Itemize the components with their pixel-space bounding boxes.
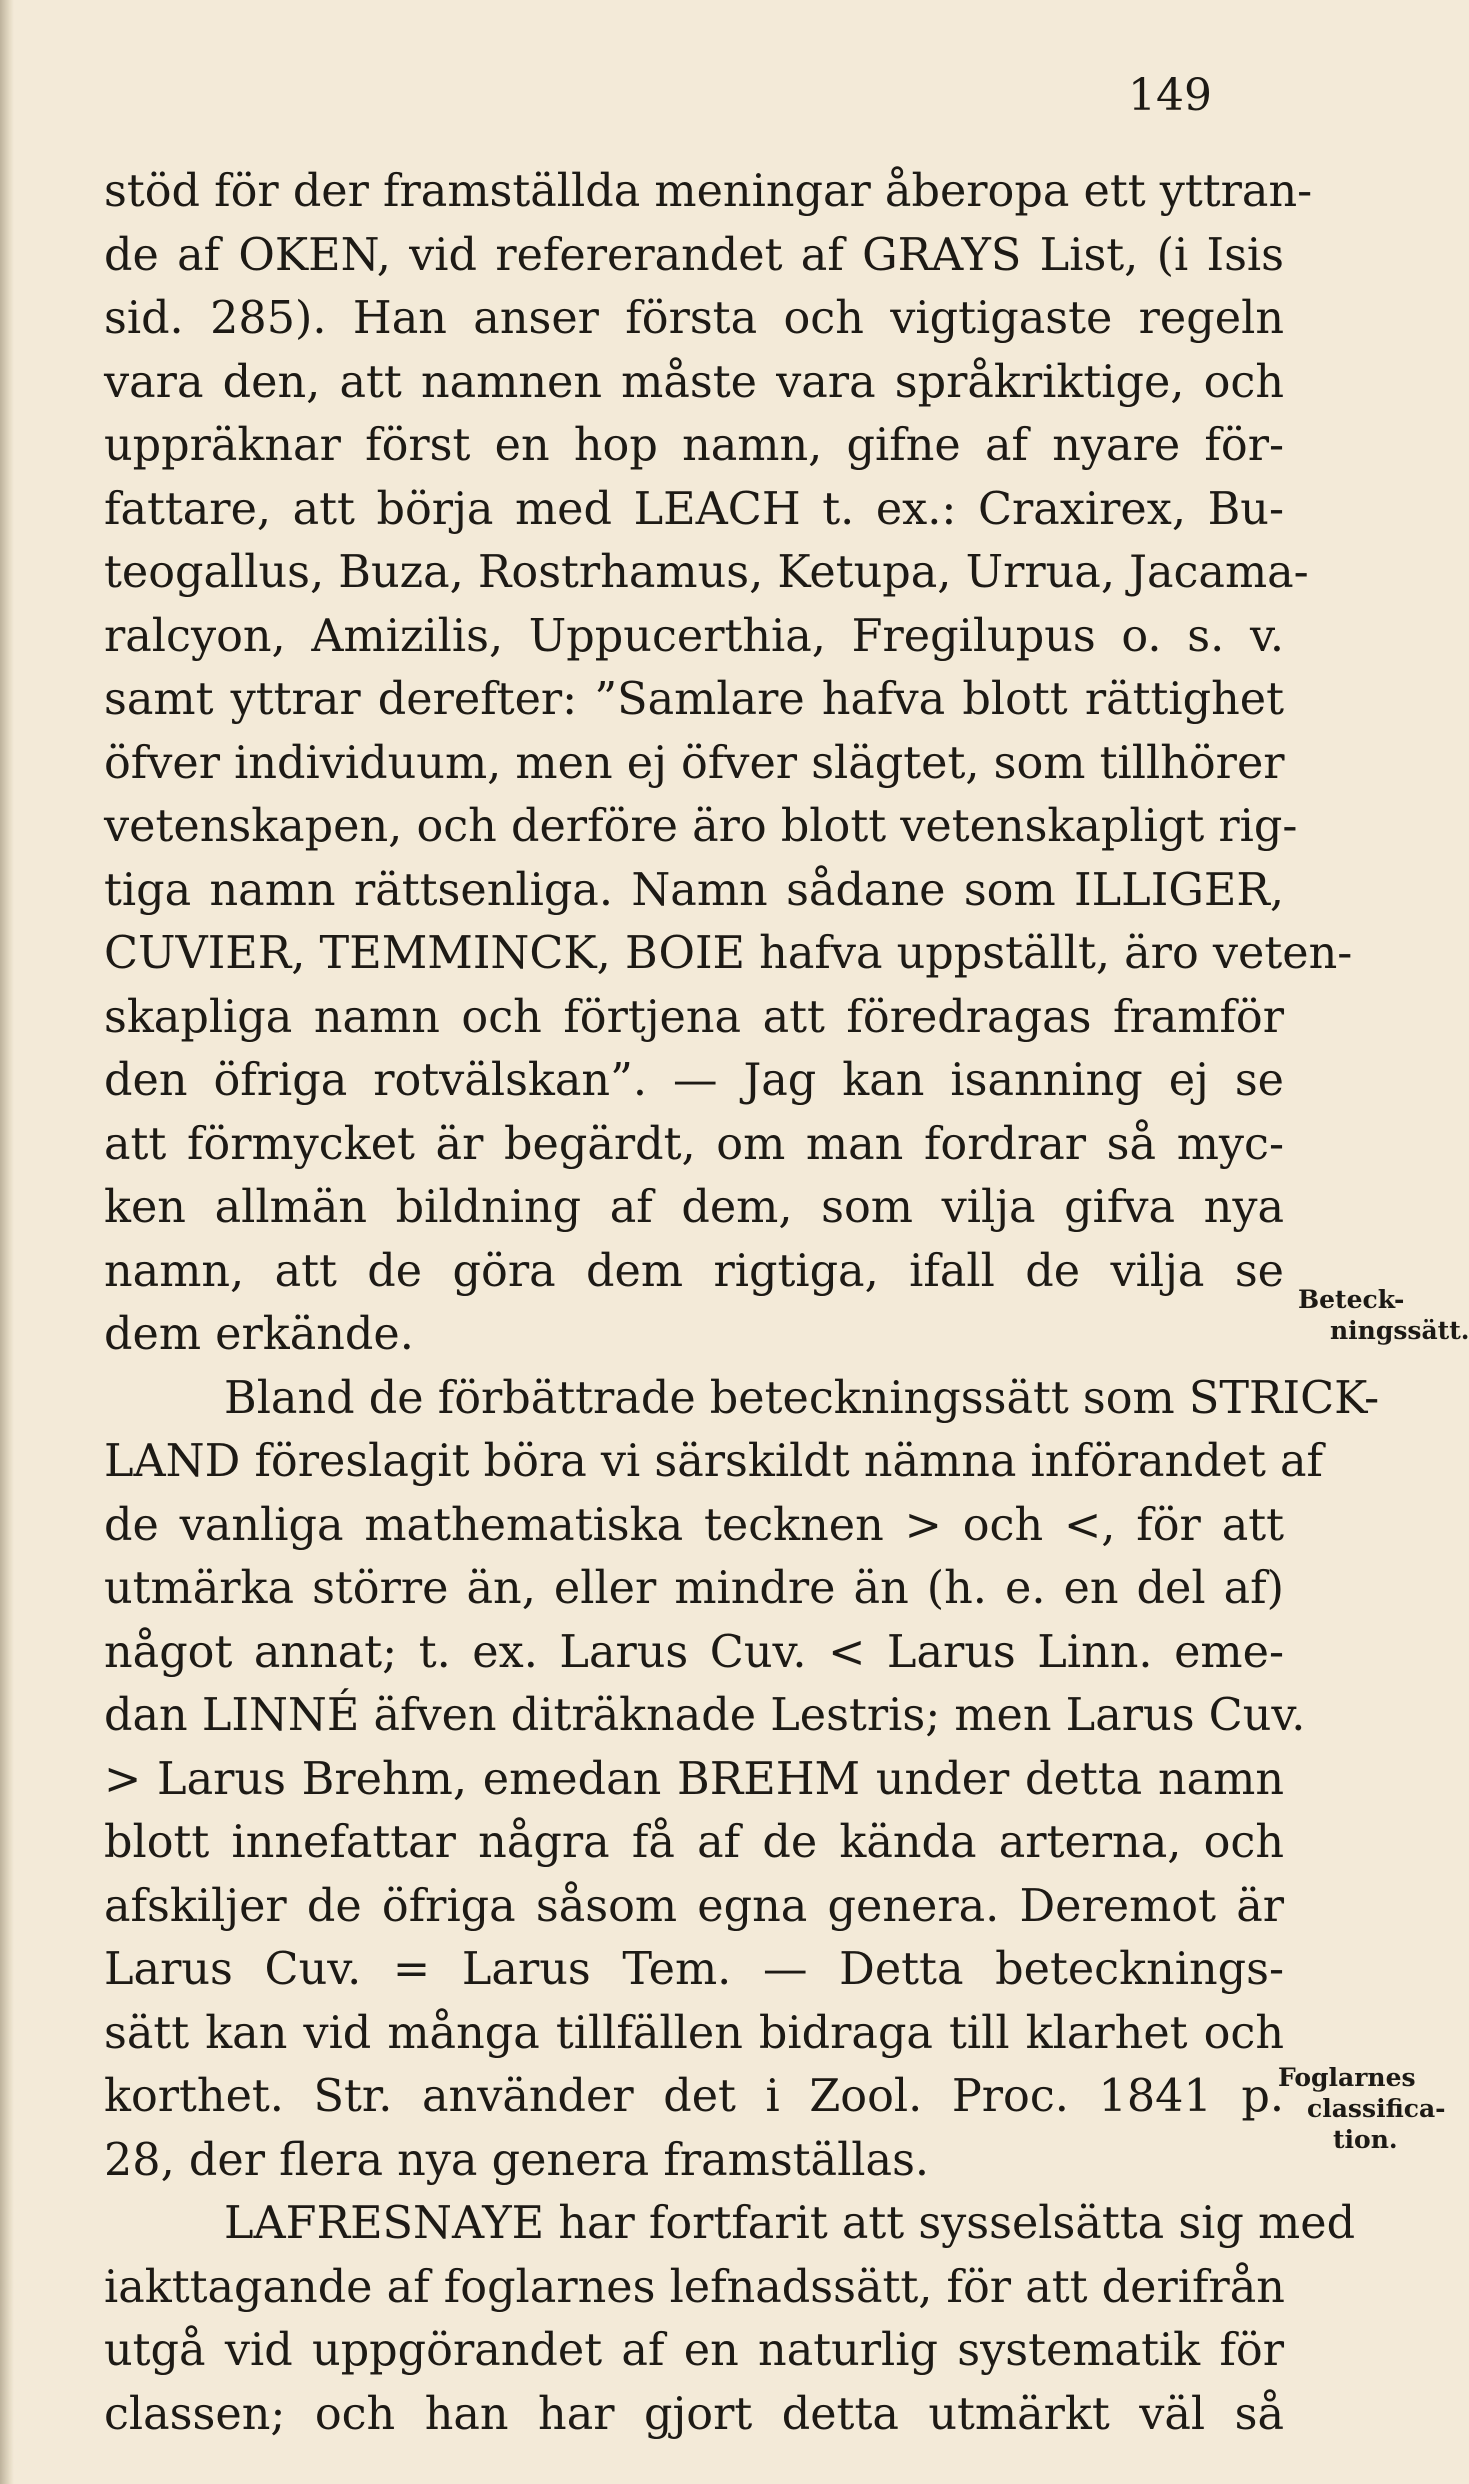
text-line: namn, att de göra dem rigtiga, ifall de vilja se	[104, 1245, 1284, 1297]
text-line: 28, der flera nya genera framställas.	[104, 2134, 930, 2186]
text-line: utgå vid uppgörandet af en naturlig systematik för	[104, 2325, 1284, 2376]
text-line: dem erkände.	[104, 1309, 414, 1360]
text-line: blott innefattar några få af de kända arterna, och	[104, 1817, 1284, 1868]
margin-note-foglarnes: Foglarnes	[1278, 2063, 1416, 2092]
text-line: CUVIER, TEMMINCK, BOIE hafva uppställt, äro veten-	[104, 928, 1353, 979]
text-line: iakttagande af foglarnes lefnadssätt, för att derifrån	[104, 2261, 1285, 2313]
text-line: utmärka större än, eller mindre än (h. e. en del af)	[104, 1563, 1284, 1614]
page-number: 149	[1128, 70, 1212, 121]
text-line: Bland de förbättrade beteckningssätt som STRICK-	[224, 1372, 1380, 1424]
text-line: ralcyon, Amizilis, Uppucerthia, Fregilupus o. s. v.	[104, 610, 1284, 662]
text-line: skapliga namn och förtjena att föredragas framför	[104, 991, 1284, 1043]
text-line: den öfriga rotvälskan”. — Jag kan isanning ej se	[104, 1055, 1284, 1106]
text-line: Larus Cuv. = Larus Tem. — Detta betecknings-	[104, 1944, 1284, 1995]
text-line: sid. 285). Han anser första och vigtigaste regeln	[104, 293, 1284, 344]
text-line: öfver individuum, men ej öfver slägtet, som tillhörer	[104, 737, 1285, 789]
margin-note-beteckning: ningssätt.	[1330, 1316, 1469, 1345]
text-line: sätt kan vid många tillfällen bidraga till klarhet och	[104, 2007, 1284, 2059]
text-line: samt yttrar derefter: ”Samlare hafva blott rättighet	[104, 674, 1284, 725]
margin-note-foglarnes: tion.	[1333, 2125, 1398, 2154]
text-line: > Larus Brehm, emedan BREHM under detta namn	[104, 1753, 1284, 1805]
text-line: tiga namn rättsenliga. Namn sådane som ILLIGER,	[104, 864, 1284, 916]
text-line: fattare, att börja med LEACH t. ex.: Craxirex, Bu-	[104, 483, 1284, 535]
text-line: stöd för der framställda meningar åberopa ett yttran-	[104, 166, 1313, 217]
text-line: dan LINNÉ äfven diträknade Lestris; men Larus Cuv.	[104, 1690, 1306, 1741]
text-line: de vanliga mathematiska tecknen > och <, för att	[104, 1499, 1284, 1551]
text-line: ken allmän bildning af dem, som vilja gifva nya	[104, 1182, 1284, 1233]
text-line: teogallus, Buza, Rostrhamus, Ketupa, Urrua, Jacama-	[104, 547, 1309, 598]
text-line: något annat; t. ex. Larus Cuv. < Larus Linn. eme-	[104, 1626, 1284, 1678]
text-line: vara den, att namnen måste vara språkriktige, och	[104, 356, 1284, 408]
text-line: korthet. Str. använder det i Zool. Proc. 1841 p.	[104, 2071, 1284, 2122]
margin-note-foglarnes: classifica-	[1307, 2094, 1446, 2123]
margin-note-beteckning: Beteck-	[1298, 1285, 1405, 1314]
text-line: att förmycket är begärdt, om man fordrar så myc-	[104, 1118, 1284, 1170]
text-line: afskiljer de öfriga såsom egna genera. Deremot är	[104, 1880, 1284, 1932]
page-edge	[0, 0, 14, 2484]
text-line: de af OKEN, vid refererandet af GRAYS List, (i Isis	[104, 229, 1284, 281]
text-line: classen; och han har gjort detta utmärkt väl så	[104, 2388, 1284, 2440]
text-line: vetenskapen, och derföre äro blott vetenskapligt rig-	[104, 801, 1298, 852]
text-line: uppräknar först en hop namn, gifne af nyare för-	[104, 420, 1284, 471]
text-line: LAFRESNAYE har fortfarit att sysselsätta sig med	[224, 2198, 1356, 2249]
text-line: LAND föreslagit böra vi särskildt nämna införandet af	[104, 1436, 1324, 1487]
